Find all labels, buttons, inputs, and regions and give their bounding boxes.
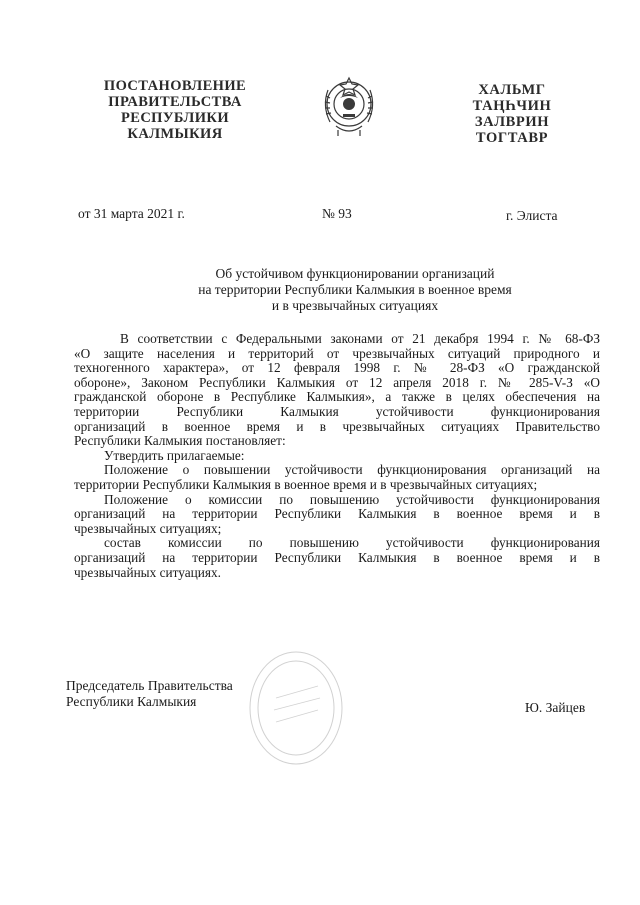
intro-paragraph	[74, 332, 600, 449]
header-left-line: ПОСТАНОВЛЕНИЕ	[103, 78, 247, 94]
header-left-line: КАЛМЫКИЯ	[127, 126, 223, 142]
document-title	[120, 266, 590, 314]
header-right-line: ТАҢҺЧИН	[472, 98, 552, 114]
header-right-line: ТОГТАВР	[475, 130, 549, 146]
body-line: Республики Калмыкия постановляет:	[74, 433, 286, 449]
coat-of-arms-emblem	[316, 70, 382, 142]
approved-item-1	[74, 463, 600, 492]
body-line: Положение о повышении устойчивости функционирования организаций на	[104, 462, 600, 478]
header-left-line: ПРАВИТЕЛЬСТВА	[108, 94, 242, 110]
header-left-title	[85, 78, 265, 142]
document-city: г. Элиста	[506, 208, 558, 223]
signatory-line: Председатель Правительства	[66, 678, 233, 693]
title-line: Об устойчивом функционировании организаций	[215, 266, 495, 281]
body-line: организаций на территории Республики Калмыкия в военное время и в	[74, 506, 600, 522]
approved-item-3	[74, 536, 600, 580]
body-line: обороне», Законом Республики Калмыкия от 12 апреля 2018 г. № 285-V-З «О	[74, 374, 600, 390]
title-line: и в чрезвычайных ситуациях	[271, 298, 439, 313]
header-right-line: ЗАЛВРИН	[474, 114, 550, 130]
header-right-line: ХАЛЬМГ	[478, 82, 546, 98]
body-line: чрезвычайных ситуациях.	[74, 564, 221, 580]
body-line: территории Республики Калмыкия в военное время и в чрезвычайных ситуациях;	[74, 476, 538, 492]
body-line: территории Республики Калмыкия устойчивости функционирования	[74, 403, 600, 419]
signatory-name: Ю. Зайцев	[525, 700, 586, 715]
document-number: № 93	[322, 206, 352, 221]
body-line: Положение о комиссии по повышению устойчивости функционирования	[104, 491, 600, 507]
body-line: чрезвычайных ситуациях;	[74, 520, 222, 536]
official-stamp	[246, 648, 346, 768]
title-line: на территории Республики Калмыкия в военное время	[198, 282, 512, 297]
body-line: техногенного характера», от 12 февраля 1998 г. № 28-ФЗ «О гражданской	[74, 360, 600, 376]
body-line: состав комиссии по повышению устойчивости функционирования	[104, 535, 600, 551]
document-body	[74, 332, 600, 580]
body-line: организаций в военное время и в чрезвычайных ситуациях Правительство	[74, 418, 600, 434]
header-left-line: РЕСПУБЛИКИ	[120, 110, 230, 126]
header-right-title	[452, 82, 572, 146]
body-line: В соответствии с Федеральными законами от 21 декабря 1994 г. № 68-ФЗ	[120, 331, 600, 346]
document-date: от 31 марта 2021 г.	[78, 206, 185, 221]
approved-item-2	[74, 493, 600, 537]
signatory-line: Республики Калмыкия	[66, 694, 197, 709]
approve-paragraph	[74, 449, 600, 464]
signatory-position	[66, 678, 233, 710]
body-line: Утвердить прилагаемые:	[104, 447, 245, 463]
body-line: «О защите населения и территорий от чрезвычайных ситуаций природного и	[74, 345, 600, 361]
body-line: гражданской обороне в Республике Калмыкия», а также в целях обеспечения на	[74, 389, 600, 405]
body-line: организаций на территории Республики Калмыкия в военное время и в	[74, 549, 600, 565]
